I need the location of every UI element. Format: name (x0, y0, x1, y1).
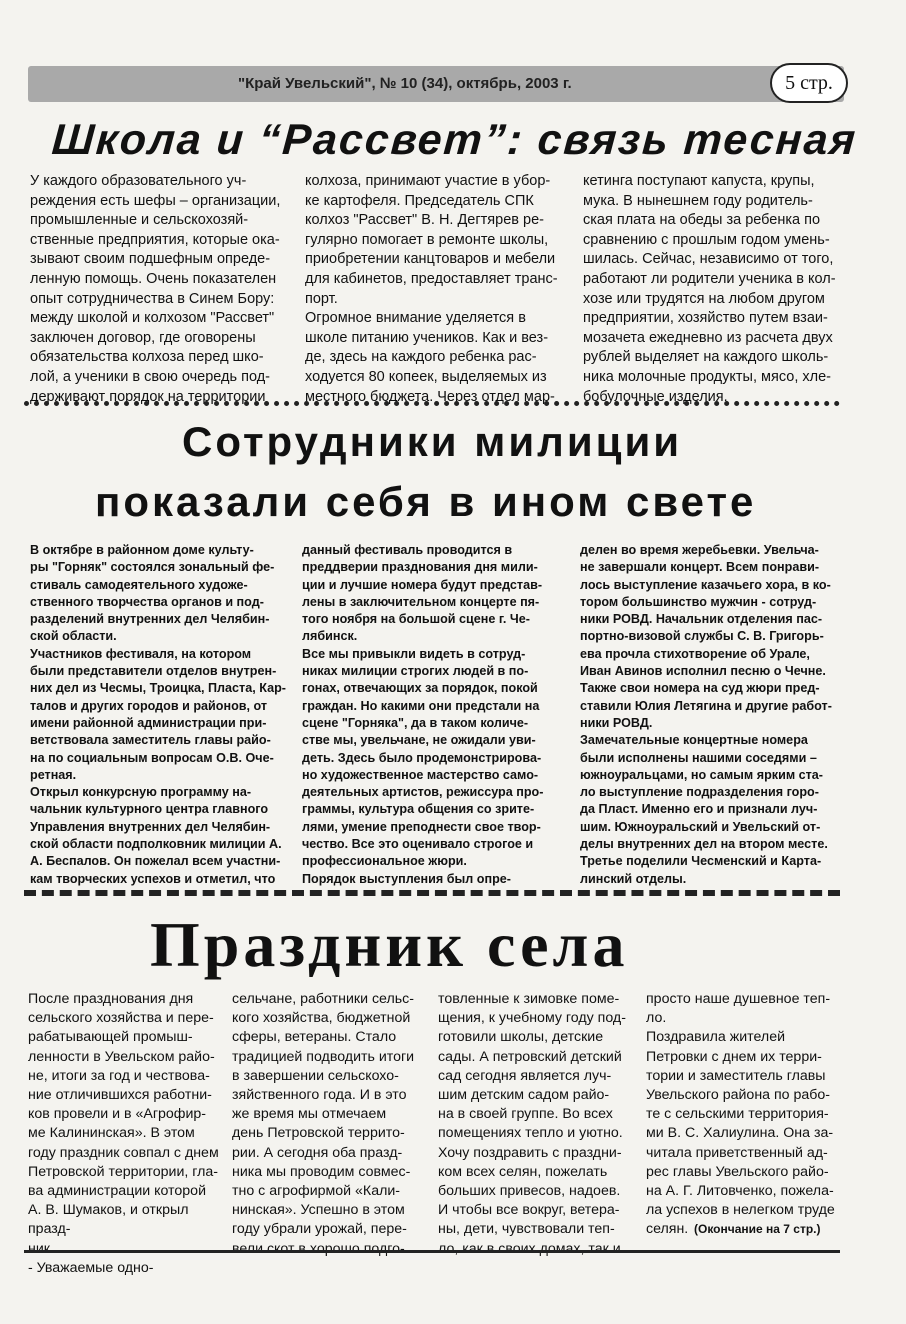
article-holiday-title: Праздник села (150, 909, 629, 980)
article-militia-column-1: В октябре в районном доме культу- ры "Горняк" состоялся зональный фе- стиваль самодеятельного художе- ственного творчества органов и под- разделений внутренних дел Челябин- ской области. Участников фестиваля, на котором были представители отделов внутрен- них дел из Чесмы, Троицка, Пласта, Кар- талов и других городов и районов, от имени районной администрации при- ветствовала заместитель главы райо- на по социальным вопросам О.В. Оче- ретная. Открыл конкурсную программу на- чальник культурного центра главного Управления внутренних дел Челябин- ской области подполковник милиции А. А. Беспалов. Он пожелал всем участни- кам творческих успехов и отметил, что (30, 543, 286, 886)
article-school-column-2: колхоза, принимают участие в убор- ке картофеля. Председатель СПК колхоз "Рассвет" В. Н. Дегтярев ре- гулярно помогает в ремонте школы, приобретении канцтоваров и мебели для кабинетов, предоставляет транс- порт. Огромное внимание уделяется в школе питанию учеников. Как и вез- де, здесь на каждого ребенка рас- ходуется 80 копеек, выделяемых из местного бюджета. Через отдел мар- (305, 173, 558, 405)
article-holiday-column-4: просто наше душевное теп- ло. Поздравила жителей Петровки с днем их терри- тории и заместитель главы Увельского района по рабо- те с сельскими территория- ми В. С. Халиулина. Она за- читала приветственный ад- рес главы Увельского райо- на А. Г. Литовченко, пожела- ла успехов в нелегком труде селян. (646, 991, 835, 1238)
dashed-divider (24, 890, 840, 896)
article-school-title: Школа и “Рассвет”: связь тесная (50, 116, 859, 164)
continuation-note: (Окончание на 7 стр.) (694, 1222, 821, 1236)
article-militia-column-3: делен во время жеребьевки. Увельча- не завершали концерт. Всем понрави- лось выступление казачьего хора, в ко- тором большинство мужчин - сотруд- ники РОВД. Начальник отделения пас- портно-визовой службы С. В. Григорь- ева прочла стихотворение об Урале, Иван Авинов исполнил песню о Чечне. Также свои номера на суд жюри пред- ставили Юлия Летягина и другие работ- ники РОВД. Замечательные концертные номера были исполнены нашими соседями – южноуральцами, но самым ярким ста- ло выступление подразделения горо- да Пласт. Именно его и признали луч- шим. Южноуральский и Увельский от- делы внутренних дел на втором месте. Третье поделили Чесменский и Карта- линский отделы. (580, 543, 832, 886)
article-militia-title-line-2: показали себя в ином свете (95, 478, 757, 525)
bottom-rule (24, 1250, 840, 1253)
article-school-column-1: У каждого образовательного уч- реждения есть шефы – организации, промышленные и сельскохозяй- ственные предприятия, которые ока- зывают своим подшефным опреде- ленную помощь. Очень показателен опыт сотрудничества в Синем Бору: между школой и колхозом "Рассвет" заключен договор, где оговорены обязательства колхоза перед шко- лой, а ученики в свою очередь под- держивают порядок на территории (30, 173, 281, 405)
article-militia-title-line-1: Сотрудники милиции (182, 418, 683, 465)
article-school-column-3: кетинга поступают капуста, крупы, мука. В нынешнем году родитель- ская плата на обеды за ребенка по сравнению с прошлым годом умень- шилась. Сейчас, независимо от того, работают ли родители ученика в кол- хозе или трудятся на любом другом предприятии, хозяйство путем взаи- мозачета ежедневно из расчета двух рублей выделяет на каждого школь- ника молочные продукты, мясо, хле- бобулочные изделия. (583, 173, 836, 405)
article-holiday-column-3: товленные к зимовке поме- щения, к учебному году под- готовили школы, детские сады. А петровский детский сад сегодня является луч- шим детским садом райо- на в своей группе. Во всех помещениях тепло и уютно. Хочу поздравить с праздни- ком всех селян, пожелать больших привесов, надоев. И чтобы все вокруг, ветера- ны, дети, чувствовали теп- ло, как в своих домах, так и (438, 991, 626, 1257)
masthead-bar (28, 66, 844, 102)
article-holiday-column-1: После празднования дня сельского хозяйства и пере- рабатывающей промыш- ленности в Увельском райо- не, итоги за год и чествова- ние отличившихся работни- ков провели и в «Агрофир- ме Калининская». В этом году праздник совпал с днем Петровской территории, гла- ва администрации которой А. В. Шумаков, и открыл празд- ник. - Уважаемые одно- (28, 991, 219, 1276)
article-holiday-column-2: сельчане, работники сельс- кого хозяйства, бюджетной сферы, ветераны. Стало традицией подводить итоги в завершении сельскохо- зяйственного года. И в это же время мы отмечаем день Петровской террито- рии. А сегодня оба празд- ника мы проводим совмес- тно с агрофирмой «Кали- нинская». Успешно в этом году убрали урожай, пере- вели скот в хорошо подго- (232, 991, 415, 1257)
page-number-badge: 5 стр. (770, 63, 848, 103)
dotted-divider (24, 401, 840, 406)
masthead-text: "Край Увельский", № 10 (34), октябрь, 2003 г. (238, 75, 572, 92)
article-militia-column-2: данный фестиваль проводится в преддверии празднования дня мили- ции и лучшие номера будут представ- лены в заключительном концерте пя- того ноября на большой сцене г. Че- лябинск. Все мы привыкли видеть в сотруд- никах милиции строгих людей в по- гонах, отвечающих за порядок, покой граждан. Но какими они предстали на сцене "Горняка", да в таком количе- стве мы, увельчане, не ожидали уви- деть. Здесь было продемонстрирова- но художественное мастерство само- деятельных артистов, режиссура про- граммы, культура общения со зрите- лями, умение преподнести свое твор- чество. Все это оценивало строгое и профессиональное жюри. Порядок выступления был опре- (302, 543, 544, 886)
